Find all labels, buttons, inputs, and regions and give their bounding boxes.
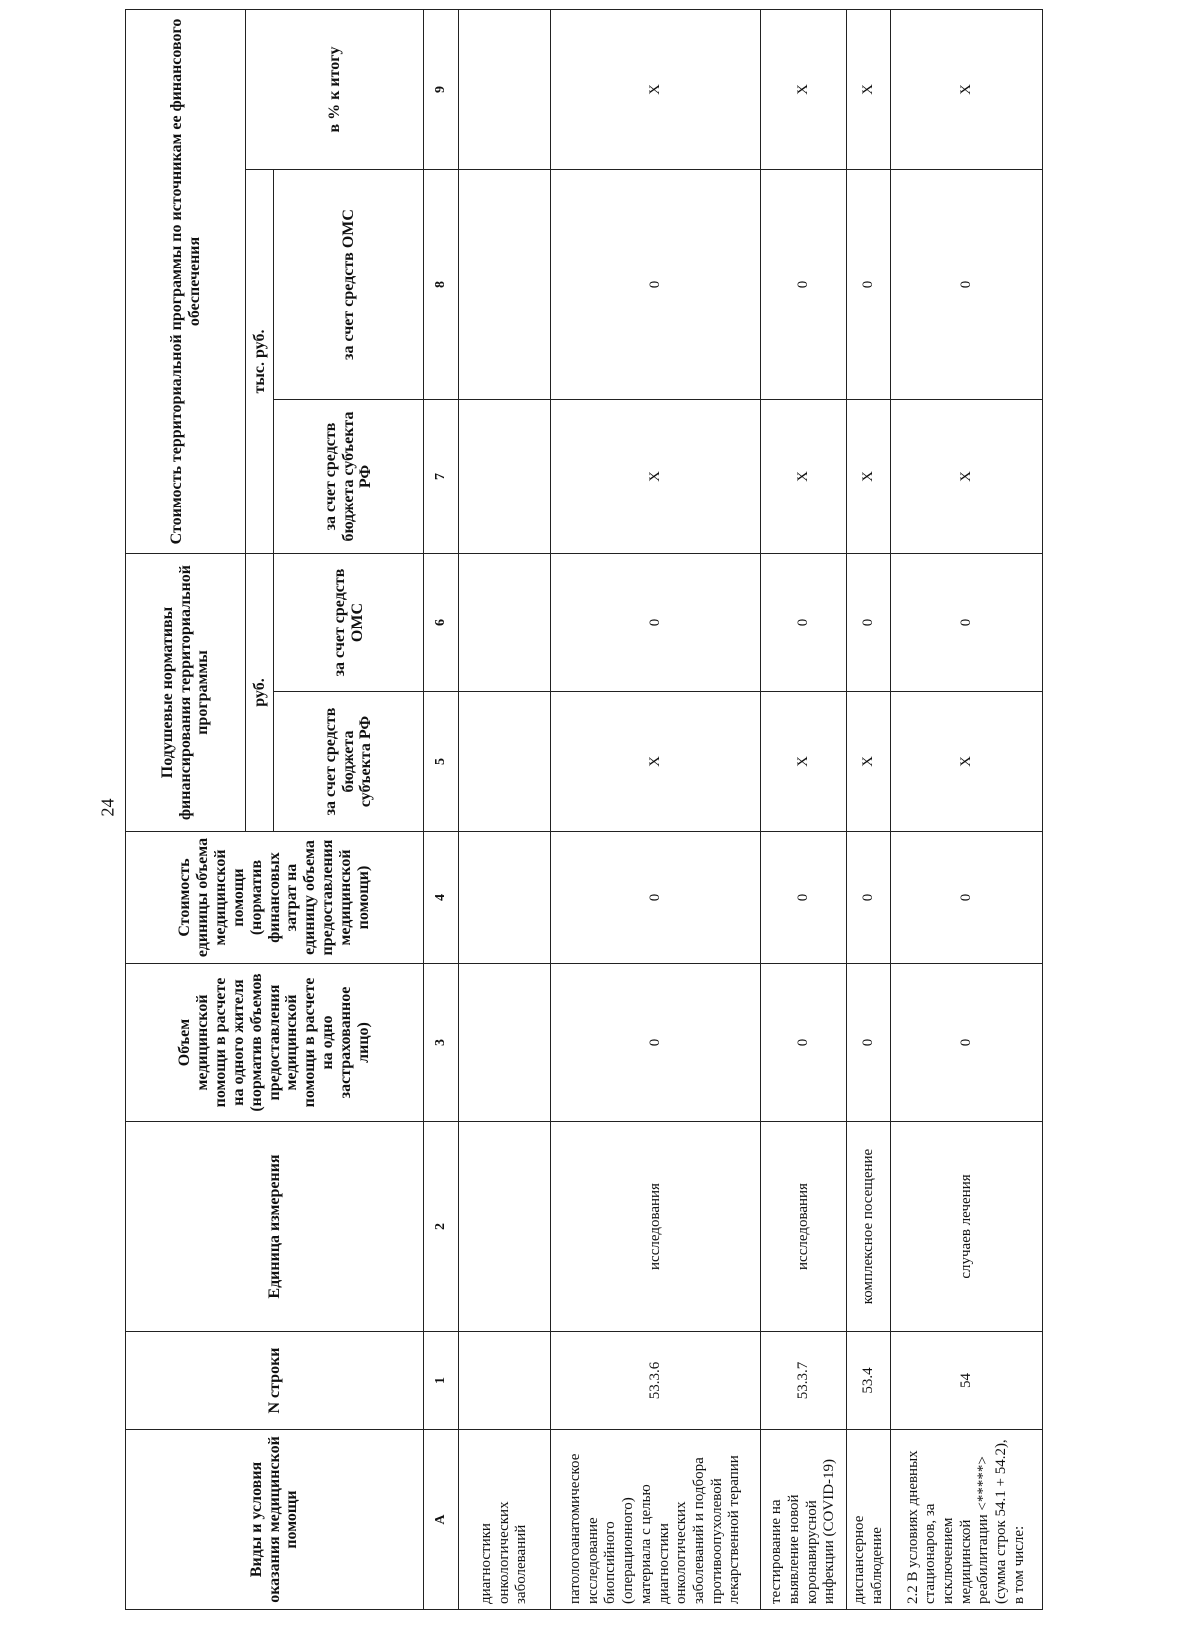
cell-budget-rub	[459, 692, 551, 832]
cell-type: патологоанатомическое исследование биопсийного (операционного) материала с целью диагностики онкологических заболеваний и подбора противоопухолевой лекарственной терапии	[551, 1430, 761, 1610]
cell-oms-rub: 0	[761, 554, 847, 692]
header-per-capita: Подушевые нормативы финансирования территориальной программы	[126, 554, 246, 832]
financing-table	[125, 9, 1043, 1610]
cell-volume: 0	[551, 964, 761, 1122]
col-number: 3	[424, 964, 459, 1122]
cell-unit-cost: 0	[891, 832, 1043, 964]
cell-budget-rub: X	[891, 692, 1043, 832]
table-row	[459, 9, 551, 1609]
cell-budget-rub: X	[761, 692, 847, 832]
cell-oms-rub: 0	[551, 554, 761, 692]
header-unit-rub: руб.	[246, 554, 274, 832]
cell-row-number	[459, 1332, 551, 1430]
cell-oms-thousand: 0	[891, 170, 1043, 400]
cell-percent: X	[761, 9, 847, 169]
cell-volume	[459, 964, 551, 1122]
col-number: 4	[424, 832, 459, 964]
cell-percent: X	[551, 9, 761, 169]
cell-volume: 0	[847, 964, 891, 1122]
cell-unit-cost: 0	[847, 832, 891, 964]
cell-type: диспансерное наблюдение	[847, 1430, 891, 1610]
cell-oms-rub: 0	[847, 554, 891, 692]
col-number: А	[424, 1430, 459, 1610]
cell-row-number: 53.3.6	[551, 1332, 761, 1430]
cell-oms-rub: 0	[891, 554, 1043, 692]
cell-unit	[459, 1122, 551, 1332]
cell-budget-thousand: X	[891, 400, 1043, 554]
col-number: 1	[424, 1332, 459, 1430]
col-number: 7	[424, 400, 459, 554]
cell-unit: исследования	[551, 1122, 761, 1332]
cell-volume: 0	[761, 964, 847, 1122]
cell-oms-thousand: 0	[847, 170, 891, 400]
col-number: 9	[424, 9, 459, 169]
table-row	[847, 9, 891, 1609]
header-types: Виды и условия оказания медицинской помощи	[126, 1430, 424, 1610]
cell-oms-thousand: 0	[761, 170, 847, 400]
cell-oms-thousand: 0	[551, 170, 761, 400]
cell-volume: 0	[891, 964, 1043, 1122]
cell-percent: X	[891, 9, 1043, 169]
cell-row-number: 53.4	[847, 1332, 891, 1430]
cell-row-number: 54	[891, 1332, 1043, 1430]
header-budget-rub: за счет средств бюджета субъекта РФ	[274, 692, 424, 832]
cell-budget-rub: X	[847, 692, 891, 832]
cell-oms-rub	[459, 554, 551, 692]
rotated-page	[125, 10, 1200, 1610]
cell-unit: исследования	[761, 1122, 847, 1332]
cell-budget-thousand: X	[761, 400, 847, 554]
cell-percent: X	[847, 9, 891, 169]
header-oms-thousand: за счет средств ОМС	[274, 170, 424, 400]
cell-oms-thousand	[459, 170, 551, 400]
col-number: 2	[424, 1122, 459, 1332]
cell-budget-thousand	[459, 400, 551, 554]
header-unit-cost: Стоимость единицы объема медицинской помощи (норматив финансовых затрат на единицу объема предоставления медицинской помощи)	[126, 832, 424, 964]
cell-budget-thousand: X	[847, 400, 891, 554]
header-oms-rub: за счет средств ОМС	[274, 554, 424, 692]
header-row-number: N строки	[126, 1332, 424, 1430]
column-number-row	[424, 9, 459, 1609]
header-program-cost: Стоимость территориальной программы по источникам ее финансового обеспечения	[126, 9, 246, 553]
cell-unit-cost: 0	[761, 832, 847, 964]
col-number: 8	[424, 170, 459, 400]
page-number: 24	[97, 798, 118, 817]
header-budget-thousand: за счет средств бюджета субъекта РФ	[274, 400, 424, 554]
cell-unit-cost	[459, 832, 551, 964]
cell-unit-cost: 0	[551, 832, 761, 964]
cell-row-number: 53.3.7	[761, 1332, 847, 1430]
table-row	[551, 9, 761, 1609]
cell-type: тестирование на выявление новой коронавирусной инфекции (COVID-19)	[761, 1430, 847, 1610]
cell-unit: комплексное посещение	[847, 1122, 891, 1332]
cell-budget-thousand: X	[551, 400, 761, 554]
cell-percent	[459, 9, 551, 169]
table-row	[761, 9, 847, 1609]
cell-type: диагностики онкологических заболеваний	[459, 1430, 551, 1610]
table-row	[891, 9, 1043, 1609]
header-volume: Объем медицинской помощи в расчете на одного жителя (норматив объемов предоставления медицинской помощи в расчете на одно застрахованное лицо)	[126, 964, 424, 1122]
cell-unit: случаев лечения	[891, 1122, 1043, 1332]
header-unit: Единица измерения	[126, 1122, 424, 1332]
header-unit-thousand-rub: тыс. руб.	[246, 170, 274, 554]
col-number: 5	[424, 692, 459, 832]
header-percent: в % к итогу	[246, 9, 424, 169]
cell-type: 2.2 В условиях дневных стационаров, за исключением медицинской реабилитации <*****> (сумма строк 54.1 + 54.2), в том числе:	[891, 1430, 1043, 1610]
col-number: 6	[424, 554, 459, 692]
cell-budget-rub: X	[551, 692, 761, 832]
